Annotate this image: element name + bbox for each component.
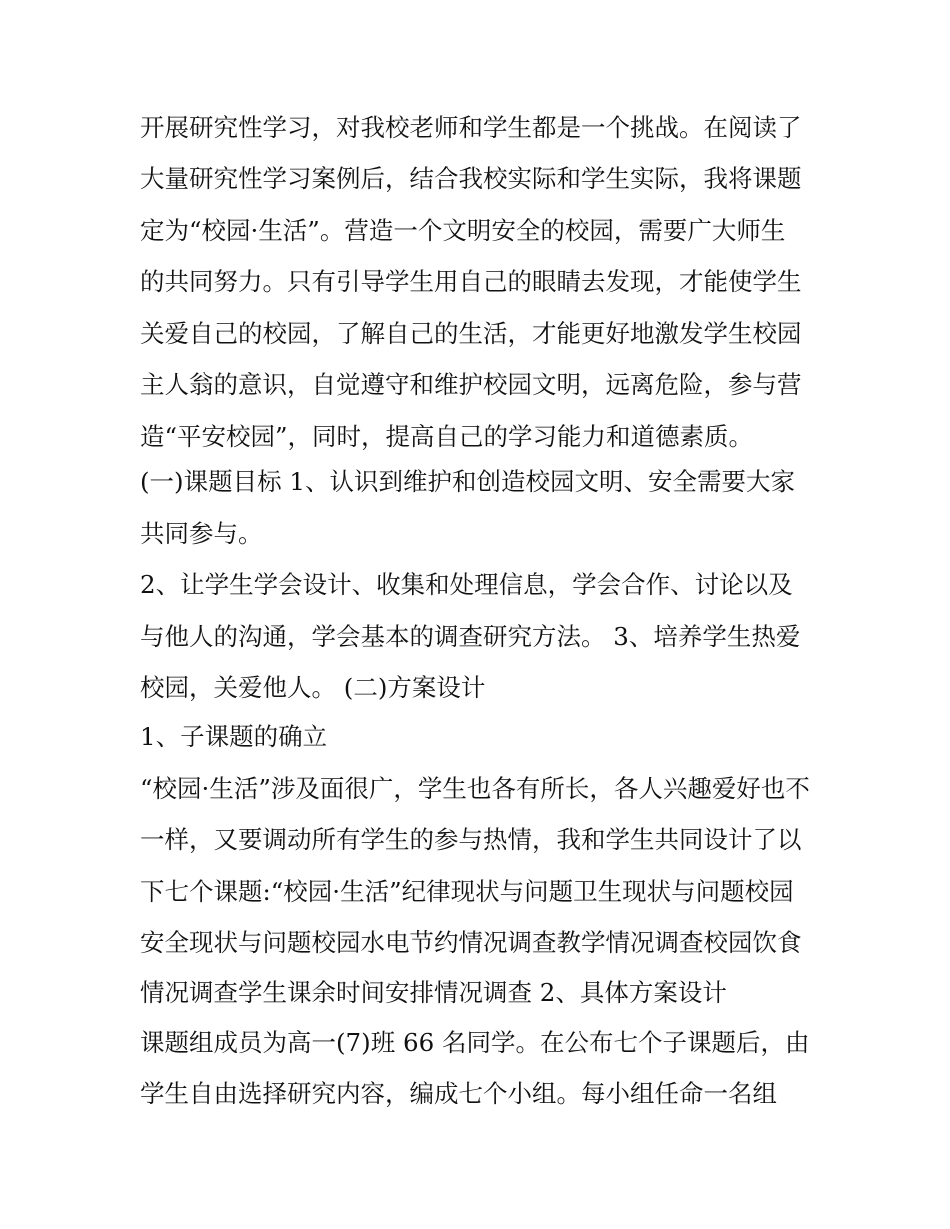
text-line: 一样，又要调动所有学生的参与热情，我和学生共同设计了以: [140, 825, 802, 854]
text-line: 安全现状与问题校园水电节约情况调查教学情况调查校园饮食: [140, 928, 802, 957]
text-line: “校园·生活”涉及面很广，学生也各有所长，各人兴趣爱好也不: [140, 774, 810, 803]
text-line: 学生自由选择研究内容，编成七个小组。每小组任命一名组: [140, 1079, 777, 1108]
text-line: 的共同努力。只有引导学生用自己的眼睛去发现，才能使学生: [140, 267, 802, 296]
text-line: 与他人的沟通，学会基本的调查研究方法。 3、培养学生热爱: [140, 622, 801, 651]
text-line: 下七个课题:“校园·生活”纪律现状与问题卫生现状与问题校园: [140, 877, 794, 906]
text-line: 共同参与。: [140, 519, 263, 548]
text-line: 定为“校园·生活”。营造一个文明安全的校园，需要广大师生: [140, 216, 786, 245]
text-line: 关爱自己的校园，了解自己的生活，才能更好地激发学生校园: [140, 319, 802, 348]
text-line: 造“平安校园”，同时，提高自己的学习能力和道德素质。: [140, 422, 754, 451]
text-line: 开展研究性学习，对我校老师和学生都是一个挑战。在阅读了: [140, 113, 802, 142]
text-line: 大量研究性学习案例后，结合我校实际和学生实际，我将课题: [140, 164, 802, 193]
subsection-heading-line: 1、子课题的确立: [140, 722, 328, 751]
text-line: 情况调查学生课余时间安排情况调查 2、具体方案设计: [140, 978, 727, 1007]
section-heading-line: (一)课题目标 1、认识到维护和创造校园文明、安全需要大家: [140, 467, 795, 496]
text-line: 课题组成员为高一(7)班 66 名同学。在公布七个子课题后，由: [140, 1028, 810, 1057]
text-line: 校园，关爱他人。 (二)方案设计: [140, 673, 486, 702]
text-line: 2、让学生学会设计、收集和处理信息，学会合作、讨论以及: [140, 570, 793, 599]
text-line: 主人翁的意识，自觉遵守和维护校园文明，远离危险，参与营: [140, 370, 802, 399]
